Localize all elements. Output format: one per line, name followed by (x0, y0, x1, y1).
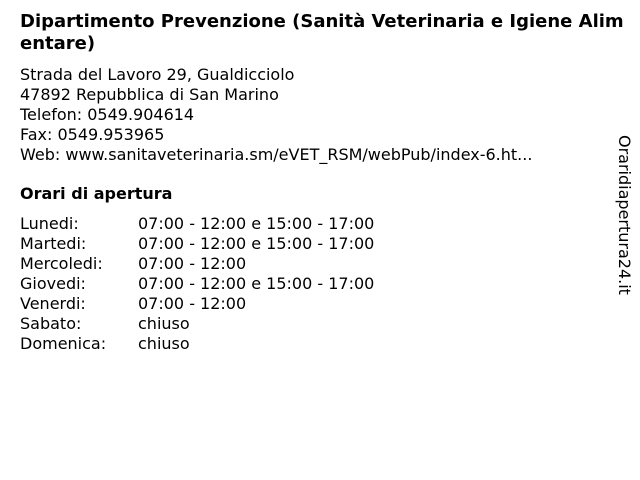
hours-row-thursday (20, 274, 374, 294)
day-label: Domenica: (20, 334, 107, 353)
contact-info (20, 65, 532, 165)
watermark-text: Oraridiapertura24.it (615, 135, 634, 295)
hours-row-friday (20, 294, 374, 314)
hours-row-sunday (20, 334, 374, 354)
day-label: Lunedi: (20, 214, 79, 233)
time-value: chiuso (138, 334, 190, 353)
hours-heading: Orari di apertura (20, 184, 173, 203)
time-value: 07:00 - 12:00 e 15:00 - 17:00 (138, 214, 375, 233)
time-value: 07:00 - 12:00 (138, 254, 247, 273)
day-label: Martedi: (20, 234, 87, 253)
hours-row-saturday (20, 314, 374, 334)
web-text: Web: www.sanitaveterinaria.sm/eVET_RSM/webPub/index-6.ht... (20, 145, 533, 164)
day-label: Sabato: (20, 314, 82, 333)
watermark-container (612, 135, 636, 311)
day-label: Venerdi: (20, 294, 86, 313)
hours-row-wednesday (20, 254, 374, 274)
time-value: chiuso (138, 314, 190, 333)
time-value: 07:00 - 12:00 e 15:00 - 17:00 (138, 234, 375, 253)
day-label: Mercoledi: (20, 254, 103, 273)
hours-row-tuesday (20, 234, 374, 254)
time-value: 07:00 - 12:00 e 15:00 - 17:00 (138, 274, 375, 293)
fax-text: Fax: 0549.953965 (20, 125, 165, 144)
time-value: 07:00 - 12:00 (138, 294, 247, 313)
phone-text: Telefon: 0549.904614 (20, 105, 195, 124)
hours-table (20, 214, 374, 354)
address-street: Strada del Lavoro 29, Gualdicciolo (20, 65, 295, 84)
day-label: Giovedi: (20, 274, 86, 293)
address-city: 47892 Repubblica di San Marino (20, 85, 279, 104)
hours-row-monday (20, 214, 374, 234)
page-title: Dipartimento Prevenzione (Sanità Veterinaria e Igiene Alimentare) (20, 11, 624, 54)
